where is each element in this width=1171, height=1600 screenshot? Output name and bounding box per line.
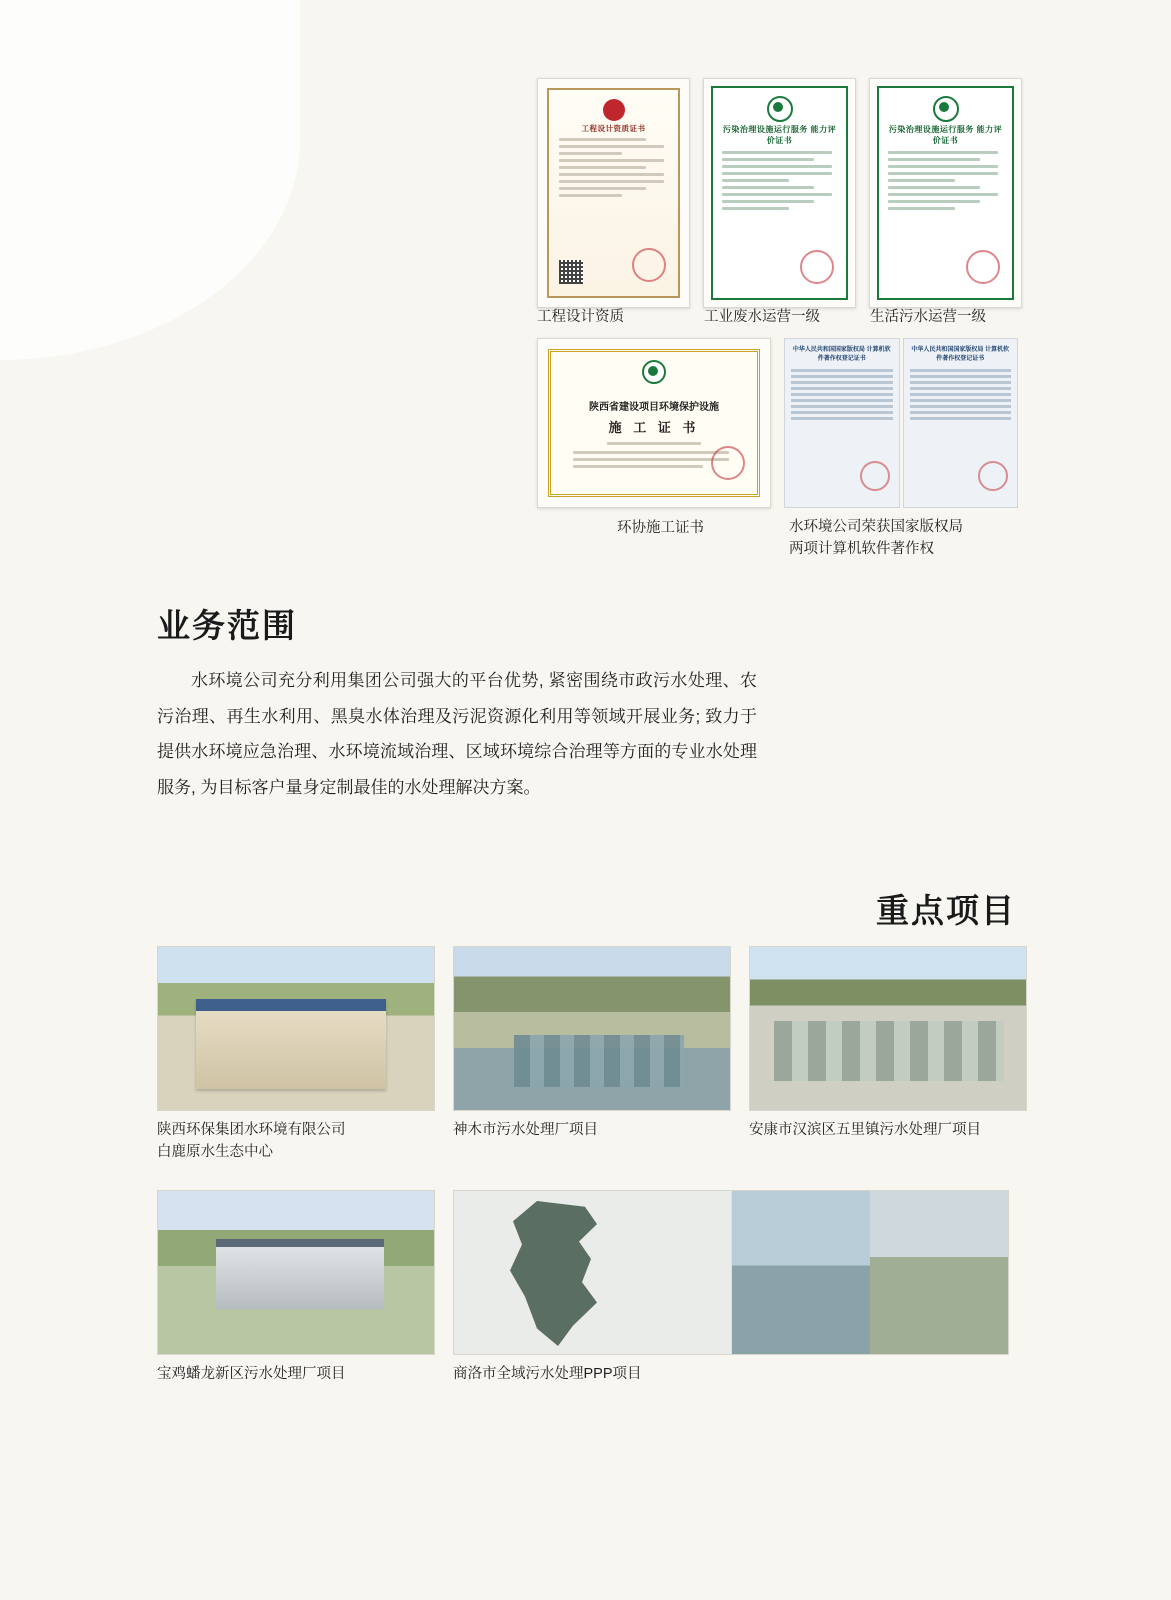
section-title-key-projects: 重点项目	[876, 892, 1016, 929]
certificate-title-line2: 施 工 证 书	[608, 420, 700, 435]
association-emblem-icon	[767, 96, 793, 122]
project-item-shenmu	[453, 946, 731, 1164]
project-gallery	[157, 946, 1017, 1385]
caption-software-copyright-line2: 两项计算机软件著作权	[789, 541, 934, 558]
certificate-footnote	[549, 285, 678, 291]
certificate-domestic-sewage	[869, 78, 1022, 308]
project-caption: 宝鸡蟠龙新区污水处理厂项目	[157, 1365, 346, 1382]
caption-domestic-sewage: 生活污水运营一级	[870, 309, 986, 325]
project-photo	[453, 1190, 1009, 1355]
national-emblem-icon	[603, 99, 625, 121]
project-caption: 神木市污水处理厂项目	[453, 1122, 598, 1138]
project-photo	[749, 946, 1027, 1111]
business-scope-paragraph: 水环境公司充分利用集团公司强大的平台优势, 紧密围绕市政污水处理、农污治理、再生水利用、黑臭水体治理及污泥资源化利用等领域开展业务; 致力于提供水环境应急治理、水环境流域治理、区域环境综合治理等方面的专业水处理服务, 为目标客户量身定制最佳的水处理解决方案。	[157, 671, 757, 798]
certificate-software-copyright-left	[784, 338, 900, 508]
certificate-body-lines	[886, 151, 1005, 210]
project-photo-segment-map	[454, 1191, 732, 1355]
red-seal-icon	[966, 250, 1000, 284]
project-caption: 安康市汉滨区五里镇污水处理厂项目	[749, 1122, 981, 1138]
certificate-engineering-design	[537, 78, 690, 308]
project-item-shangluo-ppp	[453, 1190, 1009, 1385]
certificate-title-line1: 陕西省建设项目环境保护设施	[589, 402, 719, 413]
decorative-swoosh	[0, 0, 300, 360]
red-seal-icon	[860, 461, 890, 491]
certificate-row-top	[537, 78, 1022, 308]
certificate-title: 中华人民共和国国家版权局 计算机软件著作权登记证书	[792, 347, 891, 362]
caption-construction-certificate: 环协施工证书	[617, 520, 704, 536]
caption-industrial-wastewater: 工业废水运营一级	[704, 309, 820, 325]
project-item-ankang-wuli	[749, 946, 1027, 1164]
certificate-software-copyright-right	[903, 338, 1019, 508]
certificate-title: 工程设计资质证书	[581, 124, 646, 133]
project-row-2	[157, 1190, 1017, 1385]
project-photo-segment-plants	[732, 1191, 1009, 1355]
certificate-software-copyright-pair	[784, 338, 1018, 508]
region-map-icon	[492, 1201, 642, 1346]
certificate-industrial-wastewater	[703, 78, 856, 308]
project-photo	[157, 946, 435, 1111]
project-item-bailuyuan	[157, 946, 435, 1164]
project-caption-line1: 陕西环保集团水环境有限公司	[157, 1122, 346, 1138]
project-caption	[157, 1119, 435, 1164]
certificate-body-lines	[720, 151, 839, 210]
caption-software-copyright	[789, 516, 963, 561]
certificate-title: 污染治理设施运行服务 能力评价证书	[888, 125, 1003, 145]
section-title-business-scope: 业务范围	[157, 607, 297, 644]
project-photo	[157, 1190, 435, 1355]
certificate-title: 污染治理设施运行服务 能力评价证书	[722, 125, 837, 145]
project-row-1	[157, 946, 1017, 1164]
qr-code-icon	[559, 260, 583, 284]
association-emblem-icon	[933, 96, 959, 122]
project-photo	[453, 946, 731, 1111]
red-seal-icon	[800, 250, 834, 284]
project-item-baoji-panlong	[157, 1190, 435, 1385]
certificate-body-lines	[557, 138, 670, 197]
association-emblem-icon	[642, 360, 666, 384]
certificate-title: 中华人民共和国国家版权局 计算机软件著作权登记证书	[911, 347, 1010, 362]
certificate-row-bottom	[537, 338, 1018, 508]
red-seal-icon	[978, 461, 1008, 491]
project-caption: 商洛市全域污水处理PPP项目	[453, 1365, 642, 1382]
red-seal-icon	[711, 446, 745, 480]
certificate-construction	[537, 338, 771, 508]
caption-engineering-design: 工程设计资质	[537, 309, 624, 325]
caption-software-copyright-line1: 水环境公司荣获国家版权局	[789, 519, 963, 535]
red-seal-icon	[632, 248, 666, 282]
project-caption-line2: 白鹿原水生态中心	[157, 1144, 273, 1161]
